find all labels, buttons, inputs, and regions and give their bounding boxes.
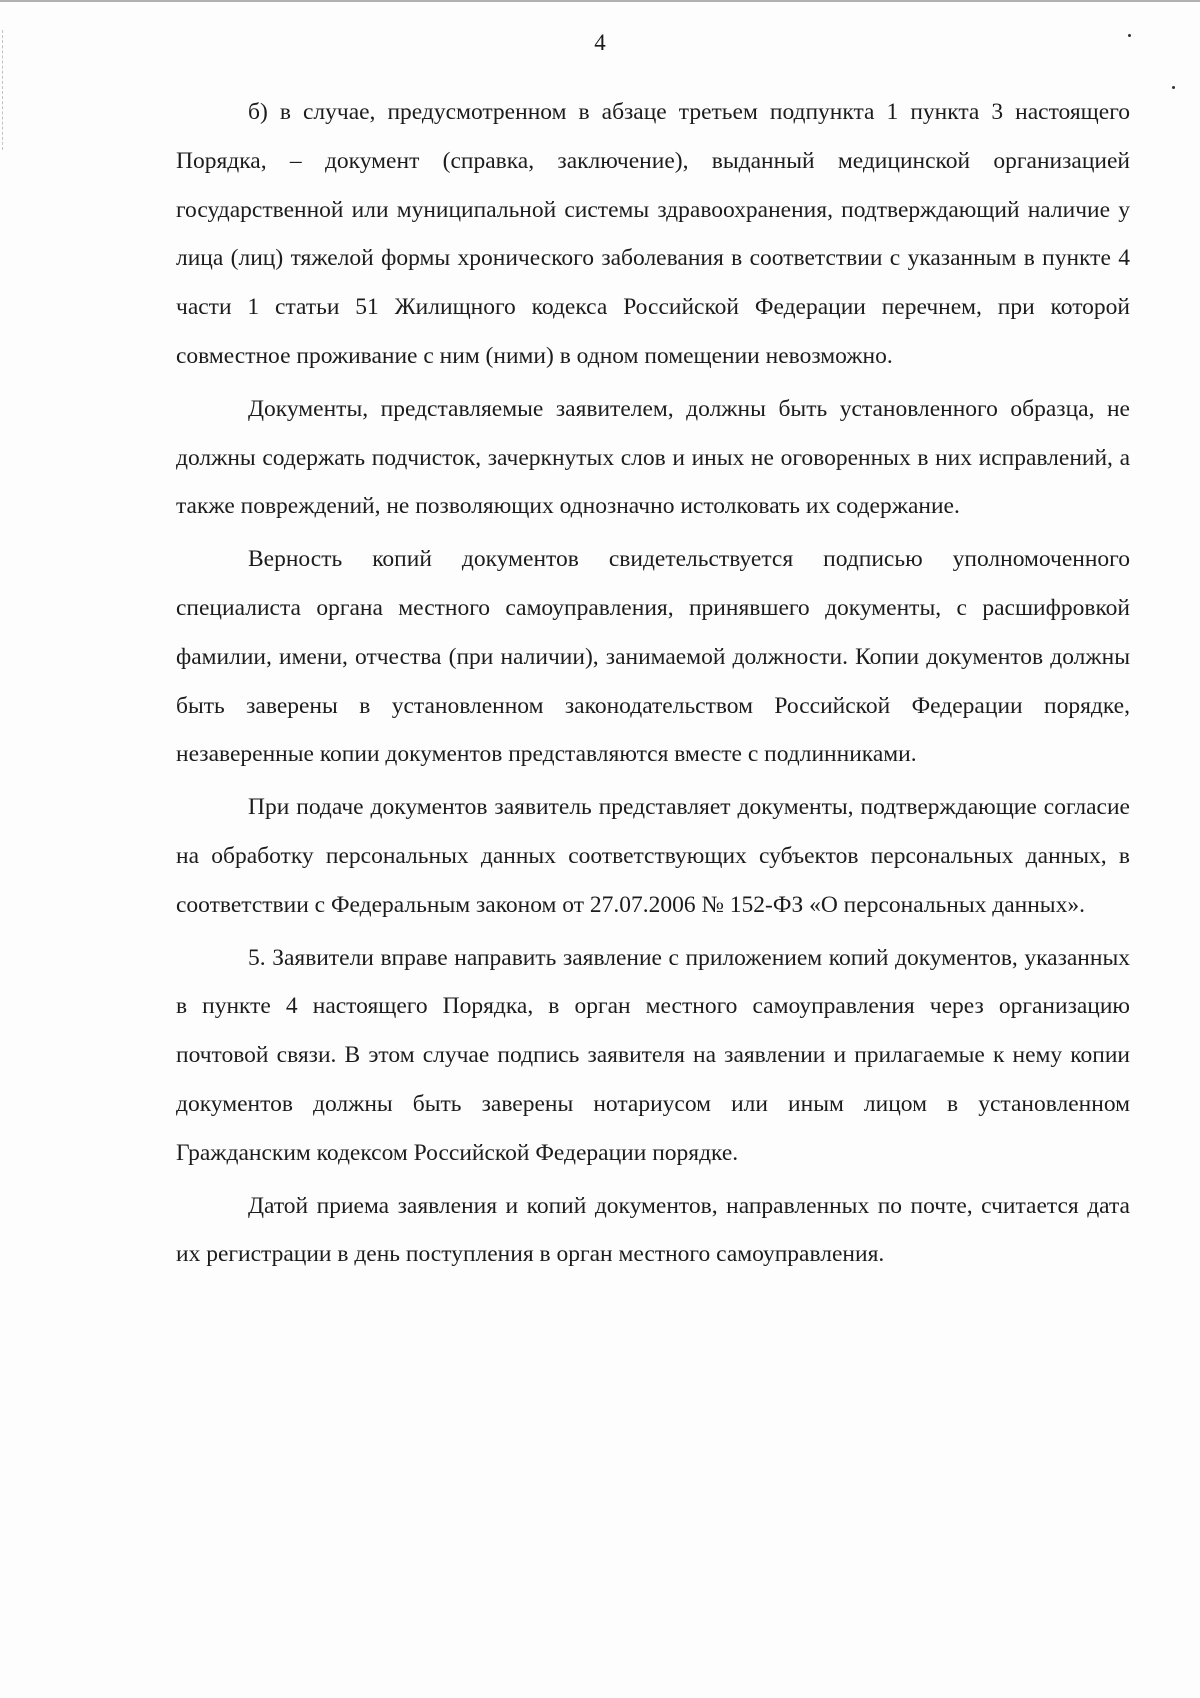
page-number: 4 [594,30,606,55]
paragraph-subitem-b: б) в случае, предусмотренном в абзаце третьем подпункта 1 пункта 3 настоящего Порядка, – документ (справка, заключение), выданный медицинской организацией государственной или муниципальной системы здравоохранения, подтверждающий наличие у лица (лиц) тяжелой формы хронического заболевания в соответствии с указанным в пункте 4 части 1 статьи 51 Жилищного кодекса Российской Федерации перечнем, при которой совместное проживание с ним (ними) в одном помещении невозможно. [176,99,1130,369]
paragraph-receipt-date: Датой приема заявления и копий документов, направленных по почте, считается дата их регистрации в день поступления в орган местного самоуправления. [176,1192,1130,1268]
paragraph-item-5-postal-submission: 5. Заявители вправе направить заявление с приложением копий документов, указанных в пункте 4 настоящего Порядка, в орган местного самоуправления через организацию почтовой связи. В этом случае подпись заявителя на заявлении и прилагаемые к нему копии документов должны быть заверены нотариусом или иным лицом в установленном Гражданским кодексом Российской Федерации порядке. [176,944,1130,1166]
document-body [176,88,1130,1283]
paragraph-copy-certification: Верность копий документов свидетельствуется подписью уполномоченного специалиста органа местного самоуправления, принявшего документы, с расшифровкой фамилии, имени, отчества (при наличии), занимаемой должности. Копии документов должны быть заверены в установленном законодательством Российской Федерации порядке, незаверенные копии документов представляются вместе с подлинниками. [176,546,1130,768]
paragraph-personal-data-consent: При подаче документов заявитель представляет документы, подтверждающие согласие на обработку персональных данных соответствующих субъектов персональных данных, в соответствии с Федеральным законом от 27.07.2006 № 152-ФЗ «О персональных данных». [176,794,1130,918]
paragraph-document-requirements: Документы, представляемые заявителем, должны быть установленного образца, не должны содержать подчисток, зачеркнутых слов и иных не оговоренных в них исправлений, а также повреждений, не позволяющих однозначно истолковать их содержание. [176,395,1130,520]
scan-speck [1172,86,1175,89]
scan-edge-line [0,0,1200,2]
